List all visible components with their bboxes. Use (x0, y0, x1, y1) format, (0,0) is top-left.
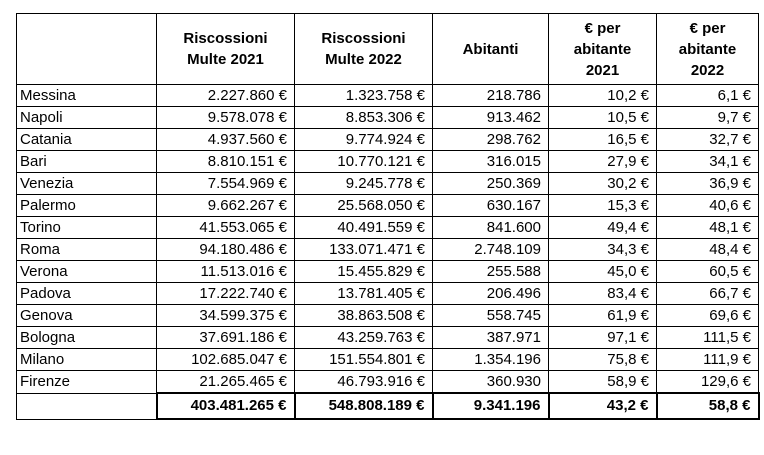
value-cell: 1.354.196 (433, 349, 549, 371)
table-row (17, 129, 759, 151)
city-name-cell: Verona (17, 261, 157, 283)
value-cell: 38.863.508 € (295, 305, 433, 327)
value-cell: 30,2 € (549, 173, 657, 195)
value-cell: 111,9 € (657, 349, 759, 371)
city-name-cell: Firenze (17, 371, 157, 394)
value-cell: 17.222.740 € (157, 283, 295, 305)
value-cell: 27,9 € (549, 151, 657, 173)
value-cell: 58,9 € (549, 371, 657, 394)
value-cell: 34.599.375 € (157, 305, 295, 327)
value-cell: 10,5 € (549, 107, 657, 129)
value-cell: 48,4 € (657, 239, 759, 261)
header-row (17, 14, 759, 85)
total-value-cell: 9.341.196 (433, 393, 549, 419)
value-cell: 36,9 € (657, 173, 759, 195)
value-cell: 34,3 € (549, 239, 657, 261)
header-riscossioni-2021: Riscossioni Multe 2021 (157, 14, 295, 85)
value-cell: 94.180.486 € (157, 239, 295, 261)
city-name-cell: Messina (17, 85, 157, 107)
value-cell: 8.810.151 € (157, 151, 295, 173)
value-cell: 43.259.763 € (295, 327, 433, 349)
header-cell-empty (17, 14, 157, 85)
value-cell: 206.496 (433, 283, 549, 305)
total-row (17, 393, 759, 419)
city-name-cell: Napoli (17, 107, 157, 129)
value-cell: 75,8 € (549, 349, 657, 371)
value-cell: 630.167 (433, 195, 549, 217)
value-cell: 913.462 (433, 107, 549, 129)
value-cell: 151.554.801 € (295, 349, 433, 371)
value-cell: 15,3 € (549, 195, 657, 217)
value-cell: 48,1 € (657, 217, 759, 239)
value-cell: 46.793.916 € (295, 371, 433, 394)
value-cell: 2.227.860 € (157, 85, 295, 107)
city-name-cell: Padova (17, 283, 157, 305)
table-row (17, 217, 759, 239)
value-cell: 61,9 € (549, 305, 657, 327)
table-row (17, 239, 759, 261)
value-cell: 10.770.121 € (295, 151, 433, 173)
value-cell: 32,7 € (657, 129, 759, 151)
city-name-cell: Milano (17, 349, 157, 371)
value-cell: 25.568.050 € (295, 195, 433, 217)
value-cell: 387.971 (433, 327, 549, 349)
city-name-cell: Roma (17, 239, 157, 261)
total-value-cell: 548.808.189 € (295, 393, 433, 419)
value-cell: 9.774.924 € (295, 129, 433, 151)
value-cell: 4.937.560 € (157, 129, 295, 151)
city-name-cell: Palermo (17, 195, 157, 217)
table-row (17, 349, 759, 371)
value-cell: 10,2 € (549, 85, 657, 107)
value-cell: 21.265.465 € (157, 371, 295, 394)
value-cell: 66,7 € (657, 283, 759, 305)
value-cell: 37.691.186 € (157, 327, 295, 349)
value-cell: 7.554.969 € (157, 173, 295, 195)
value-cell: 841.600 (433, 217, 549, 239)
value-cell: 15.455.829 € (295, 261, 433, 283)
fines-table (16, 13, 760, 420)
total-value-cell: 43,2 € (549, 393, 657, 419)
value-cell: 316.015 (433, 151, 549, 173)
header-riscossioni-2022: Riscossioni Multe 2022 (295, 14, 433, 85)
total-value-cell: 58,8 € (657, 393, 759, 419)
value-cell: 129,6 € (657, 371, 759, 394)
value-cell: 111,5 € (657, 327, 759, 349)
value-cell: 558.745 (433, 305, 549, 327)
city-name-cell: Venezia (17, 173, 157, 195)
value-cell: 49,4 € (549, 217, 657, 239)
table-row (17, 305, 759, 327)
value-cell: 218.786 (433, 85, 549, 107)
value-cell: 16,5 € (549, 129, 657, 151)
value-cell: 1.323.758 € (295, 85, 433, 107)
table-row (17, 261, 759, 283)
value-cell: 13.781.405 € (295, 283, 433, 305)
value-cell: 11.513.016 € (157, 261, 295, 283)
city-name-cell: Torino (17, 217, 157, 239)
value-cell: 40,6 € (657, 195, 759, 217)
value-cell: 255.588 (433, 261, 549, 283)
value-cell: 9.245.778 € (295, 173, 433, 195)
value-cell: 60,5 € (657, 261, 759, 283)
value-cell: 69,6 € (657, 305, 759, 327)
value-cell: 298.762 (433, 129, 549, 151)
table-row (17, 151, 759, 173)
value-cell: 2.748.109 (433, 239, 549, 261)
header-per-abitante-2022: € per abitante 2022 (657, 14, 759, 85)
value-cell: 34,1 € (657, 151, 759, 173)
table-row (17, 371, 759, 394)
header-abitanti: Abitanti (433, 14, 549, 85)
value-cell: 83,4 € (549, 283, 657, 305)
value-cell: 133.071.471 € (295, 239, 433, 261)
header-per-abitante-2021: € per abitante 2021 (549, 14, 657, 85)
city-name-cell: Genova (17, 305, 157, 327)
value-cell: 41.553.065 € (157, 217, 295, 239)
value-cell: 6,1 € (657, 85, 759, 107)
table-row (17, 327, 759, 349)
table-row (17, 107, 759, 129)
city-name-cell: Bologna (17, 327, 157, 349)
total-label-cell (17, 393, 157, 419)
value-cell: 9,7 € (657, 107, 759, 129)
value-cell: 97,1 € (549, 327, 657, 349)
value-cell: 45,0 € (549, 261, 657, 283)
table-row (17, 173, 759, 195)
table-row (17, 283, 759, 305)
value-cell: 102.685.047 € (157, 349, 295, 371)
value-cell: 8.853.306 € (295, 107, 433, 129)
city-name-cell: Bari (17, 151, 157, 173)
value-cell: 360.930 (433, 371, 549, 394)
table-row (17, 195, 759, 217)
value-cell: 40.491.559 € (295, 217, 433, 239)
value-cell: 9.578.078 € (157, 107, 295, 129)
value-cell: 9.662.267 € (157, 195, 295, 217)
city-name-cell: Catania (17, 129, 157, 151)
table-row (17, 85, 759, 107)
table-body (17, 85, 759, 420)
total-value-cell: 403.481.265 € (157, 393, 295, 419)
value-cell: 250.369 (433, 173, 549, 195)
